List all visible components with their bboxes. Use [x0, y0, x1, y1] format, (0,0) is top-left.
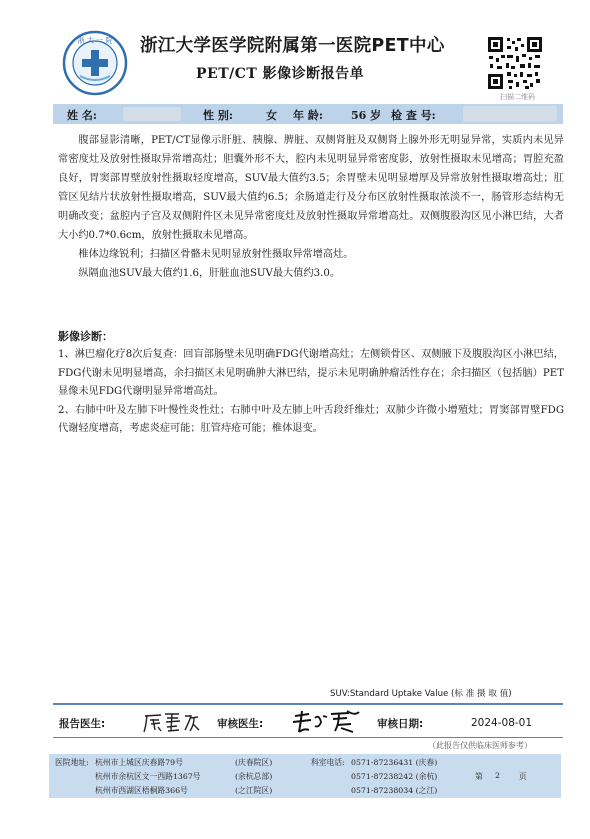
reference-note: （此报告仅供临床医师参考） — [428, 741, 532, 750]
sex-value: 女 — [266, 109, 277, 122]
review-date-label: 审核日期: — [377, 718, 424, 730]
report-title: PET/CT 影像诊断报告单 — [196, 66, 365, 82]
diagnosis-title: 影像诊断： — [58, 330, 113, 343]
findings-section — [58, 131, 564, 283]
reporter-signature — [141, 710, 201, 734]
qr-code[interactable] — [487, 36, 543, 90]
page-prefix: 第 — [475, 772, 483, 781]
page-suffix: 页 — [519, 772, 527, 781]
exam-no-label: 检 查 号: — [391, 109, 436, 122]
divider — [53, 703, 563, 705]
hospital-title: 浙江大学医学院附属第一医院PET中心 — [140, 36, 445, 56]
findings-paragraph: 椎体边缘锐利；扫描区骨骼未见明显放射性摄取异常增高灶。 — [78, 249, 354, 260]
reporter-label: 报告医生: — [59, 718, 106, 730]
page-number: 2 — [495, 771, 500, 780]
patient-info-bar — [53, 104, 563, 124]
age-value: 56 岁 — [351, 109, 382, 122]
name-label: 姓 名: — [67, 109, 97, 122]
campus-name: (余杭总部) — [235, 772, 273, 781]
hospital-logo — [62, 30, 128, 96]
svg-text:浙 大 一 院: 浙 大 一 院 — [77, 36, 113, 45]
redacted-exam-no — [463, 106, 557, 122]
address-line: 杭州市西湖区梧桐路366号 — [95, 786, 188, 795]
address-label: 医院地址: — [55, 758, 89, 767]
campus-name: (之江院区) — [235, 786, 273, 795]
phone-number: 0571-87238034 (之江) — [351, 786, 438, 795]
sex-label: 性 别: — [203, 109, 233, 122]
reviewer-signature — [289, 708, 363, 736]
age-label: 年 龄: — [293, 109, 323, 122]
qr-caption: 扫描二维码 — [500, 93, 535, 101]
campus-name: (庆春院区) — [235, 758, 273, 767]
findings-paragraph: 腹部显影清晰，PET/CT显像示肝脏、胰腺、脾脏、双侧肾脏及双侧肾上腺外形无明显异常，实质内未见异常密度灶及放射性摄取异常增高灶；胆囊外形不大，腔内未见明显异常密度影，放射性摄取未见增高；胃腔充盈良好，胃窦部胃壁放射性摄取轻度增高，SUV最大值约3.5；余胃壁未见明显增厚及异常放射性摄取增高灶；肛管区见结片状放射性摄取增高，SUV最大值约6.5；余肠道走行及分布区放射性摄取浓淡不一，肠管形态结构无明确改变；盆腔内子宫及双侧附件区未见异常密度灶及放射性摄取异常增高灶。双侧腹股沟区见小淋巴结，大者大小约0.7*0.6cm，放射性摄取未见增高。 — [58, 135, 564, 241]
reviewer-label: 审核医生: — [217, 718, 264, 730]
phone-number: 0571-87238242 (余杭) — [351, 772, 438, 781]
review-date: 2024-08-01 — [471, 717, 533, 729]
divider — [53, 737, 563, 738]
footer — [49, 754, 561, 798]
address-line: 杭州市余杭区文一西路1367号 — [95, 772, 201, 781]
diagnosis-section — [58, 346, 564, 439]
diagnosis-item: 1、淋巴瘤化疗8次后复查：回盲部肠壁未见明确FDG代谢增高灶；左侧锁骨区、双侧腋下及腹股沟区小淋巴结，FDG代谢未见明显增高，余扫描区未见明确肿大淋巴结，提示未见明确肿瘤活性存在；余扫描区（包括脑）PET显像未见FDG代谢明显异常增高灶。 — [58, 349, 564, 397]
phone-number: 0571-87236431 (庆春) — [351, 758, 438, 767]
address-line: 杭州市上城区庆春路79号 — [95, 758, 183, 767]
diagnosis-item: 2、右肺中叶及左肺下叶慢性炎性灶；右肺中叶及左肺上叶舌段纤维灶；双肺少许微小增殖灶；胃窦部胃壁FDG代谢轻度增高，考虑炎症可能；肛管痔疮可能；椎体退变。 — [58, 404, 564, 434]
redacted-name — [123, 107, 181, 121]
phone-label: 科室电话: — [311, 758, 345, 767]
findings-paragraph: 纵隔血池SUV最大值约1.6，肝脏血池SUV最大值约3.0。 — [78, 268, 341, 279]
signature-row — [53, 708, 563, 736]
suv-note: SUV:Standard Uptake Value (标 准 摄 取 值) — [330, 689, 512, 699]
